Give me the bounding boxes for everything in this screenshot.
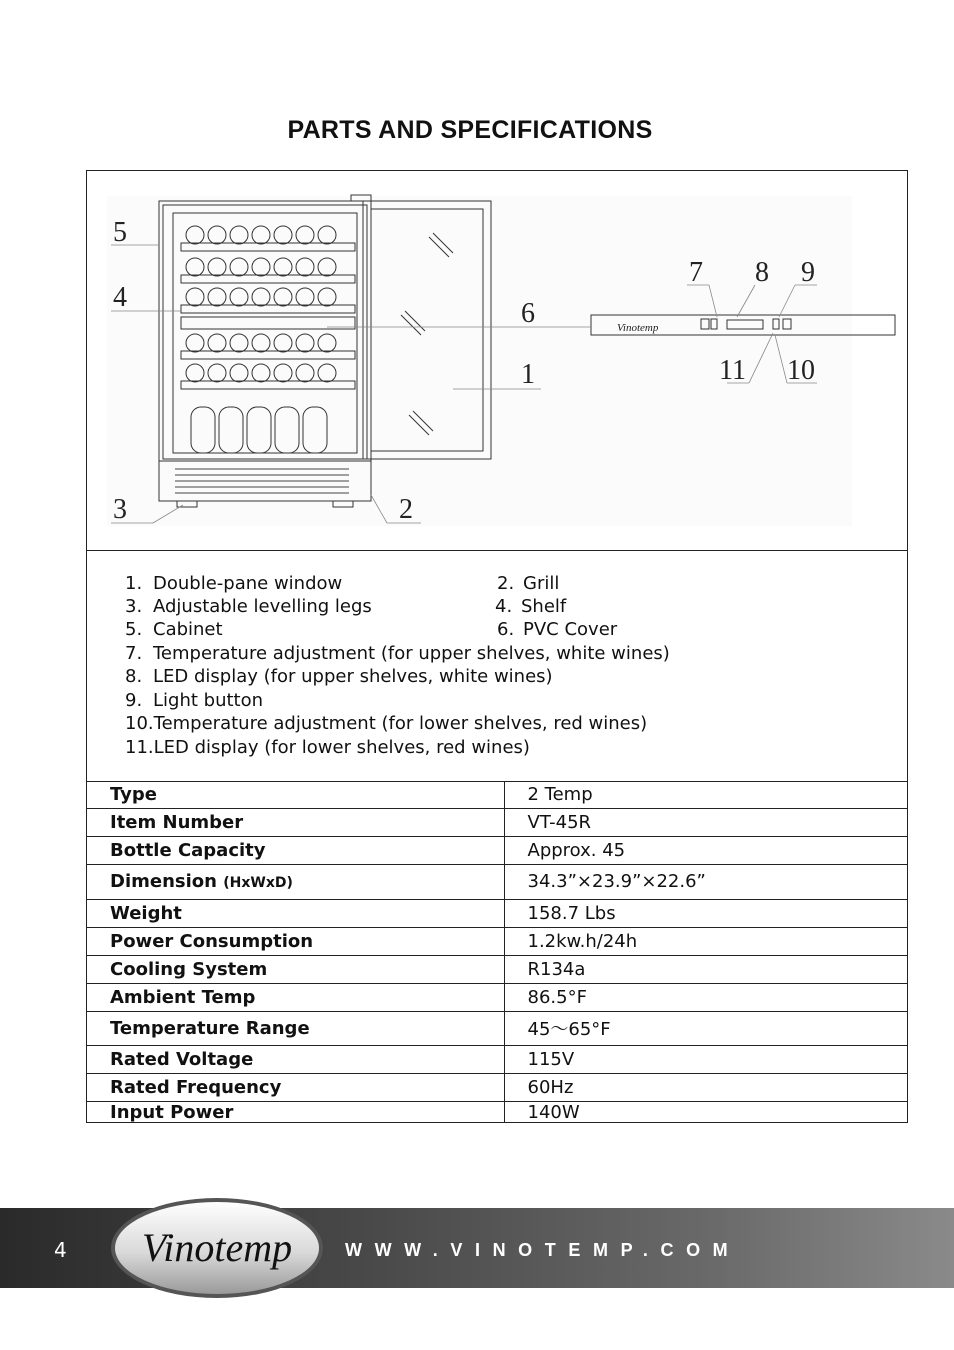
- spec-label: Power Consumption: [87, 927, 504, 955]
- part-item: 1. Double-pane window: [125, 573, 343, 594]
- callout-4: 4: [113, 282, 127, 313]
- spec-value: Approx. 45: [504, 836, 907, 864]
- table-row: [87, 808, 907, 836]
- specifications-table: [87, 781, 907, 1123]
- spec-label: Weight: [87, 899, 504, 927]
- spec-label: Bottle Capacity: [87, 836, 504, 864]
- spec-label-note: (HxWxD): [223, 875, 293, 891]
- part-item: 4. Shelf: [495, 596, 567, 617]
- spec-label: Item Number: [87, 808, 504, 836]
- spec-label: Cooling System: [87, 955, 504, 983]
- table-row: [87, 1073, 907, 1101]
- part-item: 5. Cabinet: [125, 619, 223, 640]
- wine-cooler-illustration: [87, 171, 907, 550]
- spec-value: 34.3”×23.9”×22.6”: [504, 864, 907, 899]
- parts-list: [87, 550, 907, 782]
- specifications-frame: [86, 170, 908, 1123]
- spec-label: Ambient Temp: [87, 983, 504, 1011]
- spec-value: 115V: [504, 1045, 907, 1073]
- spec-value: R134a: [504, 955, 907, 983]
- callout-11: 11: [719, 355, 746, 386]
- table-row: [87, 955, 907, 983]
- part-item: 6. PVC Cover: [497, 619, 618, 640]
- spec-label-text: Dimension: [110, 871, 217, 892]
- spec-value: 2 Temp: [527, 783, 593, 805]
- spec-value: 140W: [504, 1101, 907, 1123]
- spec-label: Temperature Range: [87, 1011, 504, 1045]
- part-item: 3. Adjustable levelling legs: [125, 596, 372, 617]
- table-row: [87, 983, 907, 1011]
- table-row: [87, 1011, 907, 1045]
- spec-label: Rated Voltage: [87, 1045, 504, 1073]
- page-number: 4: [54, 1238, 67, 1262]
- part-item: 11.LED display (for lower shelves, red wines): [125, 737, 530, 758]
- spec-value: 60Hz: [504, 1073, 907, 1101]
- spec-label: Input Power: [87, 1101, 504, 1123]
- panel-brand: Vinotemp: [617, 322, 659, 334]
- part-item: 10.Temperature adjustment (for lower shelves, red wines): [125, 713, 648, 734]
- page-title: PARTS AND SPECIFICATIONS: [287, 116, 653, 144]
- spec-value: VT-45R: [504, 808, 907, 836]
- spec-label: Type: [87, 781, 504, 808]
- callout-2: 2: [399, 494, 413, 525]
- spec-value: 86.5°F: [504, 983, 907, 1011]
- table-row: [87, 899, 907, 927]
- product-diagram: [87, 171, 907, 551]
- spec-value: 158.7 Lbs: [504, 899, 907, 927]
- callout-6: 6: [521, 298, 535, 329]
- website-url[interactable]: WWW.VINOTEMP.COM: [345, 1240, 741, 1260]
- table-row: [87, 927, 907, 955]
- vinotemp-logo: [110, 1197, 324, 1299]
- table-row: [87, 1045, 907, 1073]
- spec-label: Rated Frequency: [87, 1073, 504, 1101]
- spec-value: 45～65°F: [504, 1011, 907, 1045]
- part-item: 7. Temperature adjustment (for upper shelves, white wines): [125, 643, 670, 664]
- callout-5: 5: [113, 217, 127, 248]
- callout-10: 10: [787, 355, 815, 386]
- part-item: 9. Light button: [125, 690, 264, 711]
- part-item: 8. LED display (for upper shelves, white wines): [125, 666, 553, 687]
- callout-3: 3: [113, 494, 127, 525]
- spec-label: [87, 864, 504, 899]
- callout-1: 1: [521, 359, 535, 390]
- table-row: [87, 1101, 907, 1123]
- table-row: [87, 781, 907, 808]
- callout-9: 9: [801, 257, 815, 288]
- table-row: [87, 836, 907, 864]
- callout-8: 8: [755, 257, 769, 288]
- logo-text: Vinotemp: [141, 1225, 293, 1270]
- part-item: 2. Grill: [497, 573, 560, 594]
- spec-value: 1.2kw.h/24h: [504, 927, 907, 955]
- table-row: [87, 864, 907, 899]
- callout-7: 7: [689, 257, 703, 288]
